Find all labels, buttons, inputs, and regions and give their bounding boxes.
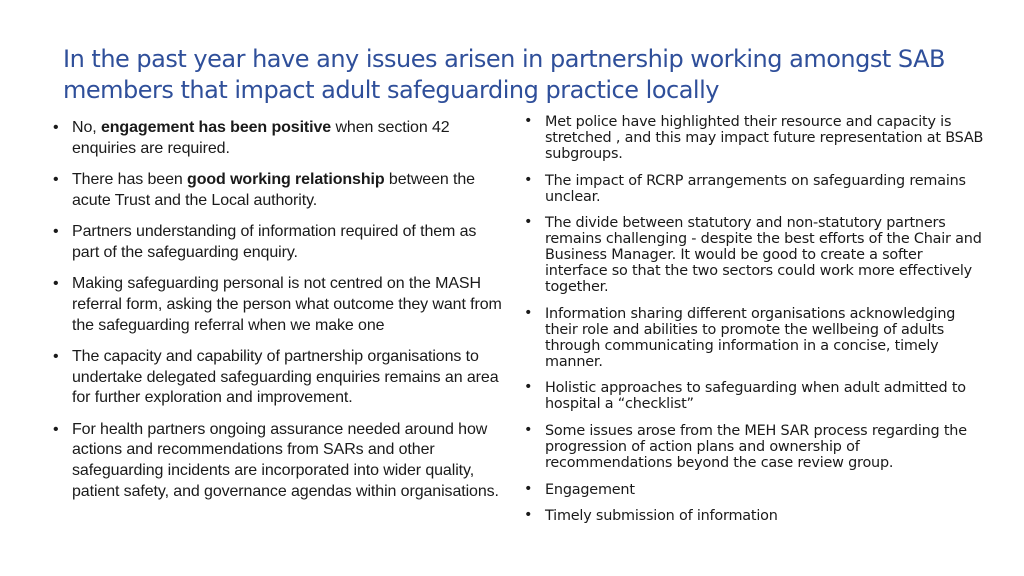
left-list-item <box>53 222 503 264</box>
bullet-icon: • <box>524 507 533 524</box>
right-list-item <box>524 508 984 524</box>
item-text-bold: good working relationship <box>187 170 385 188</box>
item-text: Holistic approaches to safeguarding when adult admitted to hospital a “checklist” <box>545 380 966 413</box>
item-text: Met police have highlighted their resource and capacity is stretched , and this may impact future representation at BSAB subgroups. <box>545 114 984 162</box>
left-list-item <box>53 118 503 160</box>
right-list-item <box>524 380 984 412</box>
bullet-icon: • <box>53 274 59 292</box>
item-text: Engagement <box>545 481 635 498</box>
bullet-icon: • <box>53 420 59 438</box>
item-text-pre: The capacity and capability of partnership organisations to undertake delegated safeguarding enquiries remains an area for further exploration and improvement. <box>72 347 499 407</box>
item-text: Some issues arose from the MEH SAR process regarding the progression of action plans and ownership of recommendations beyond the case review group. <box>545 422 967 471</box>
bullet-icon: • <box>53 119 59 136</box>
left-list-item <box>53 347 503 409</box>
item-text: The divide between statutory and non-statutory partners remains challenging - despite the best efforts of the Chair and Business Manager. It would be good to create a softer interface so that the two sectors could work more effectively together. <box>545 215 982 296</box>
item-text-pre: Partners understanding of information required of them as part of the safeguarding enquiry. <box>72 222 477 261</box>
item-text-post: between the acute Trust and the Local authority. <box>72 170 475 209</box>
bullet-icon: • <box>53 170 59 188</box>
item-text-pre: No, <box>72 119 101 136</box>
right-list-item <box>524 114 984 162</box>
left-list-item <box>53 274 503 336</box>
item-text: Timely submission of information <box>545 508 778 525</box>
slide-title: In the past year have any issues arisen in partnership working amongst SAB members that impact adult safeguarding practice locally <box>63 45 945 104</box>
left-bullet-list <box>53 118 503 513</box>
bullet-icon: • <box>53 222 59 240</box>
right-list-item <box>524 482 984 498</box>
bullet-icon: • <box>524 421 533 438</box>
right-list-item <box>524 215 984 295</box>
item-text: Information sharing different organisations acknowledging their role and abilities to promote the wellbeing of adults through communicating information in a concise, timely manner. <box>545 305 956 370</box>
right-list-item <box>524 306 984 370</box>
bullet-icon: • <box>524 171 533 188</box>
left-list-item <box>53 170 503 212</box>
item-text-pre: There has been <box>72 170 188 188</box>
right-bullet-list <box>524 114 984 535</box>
bullet-icon: • <box>53 347 59 365</box>
bullet-icon: • <box>524 304 533 321</box>
bullet-icon: • <box>524 214 533 231</box>
right-list-item <box>524 423 984 471</box>
left-list-item <box>53 420 503 503</box>
bullet-icon: • <box>524 113 533 129</box>
item-text: The impact of RCRP arrangements on safeguarding remains unclear. <box>545 172 966 205</box>
item-text-bold: engagement has been positive <box>100 119 332 136</box>
item-text-pre: For health partners ongoing assurance needed around how actions and recommendations from SARs and other safeguarding incidents are incorporated into wider quality, patient safety, and governance agendas within organisations. <box>72 420 499 500</box>
bullet-icon: • <box>524 379 533 396</box>
right-list-item <box>524 173 984 205</box>
bullet-icon: • <box>524 480 533 497</box>
item-text-pre: Making safeguarding personal is not centred on the MASH referral form, asking the person what outcome they want from the safeguarding referral when we make one <box>72 274 502 334</box>
item-text-post: when section 42 enquiries are required. <box>72 119 450 157</box>
